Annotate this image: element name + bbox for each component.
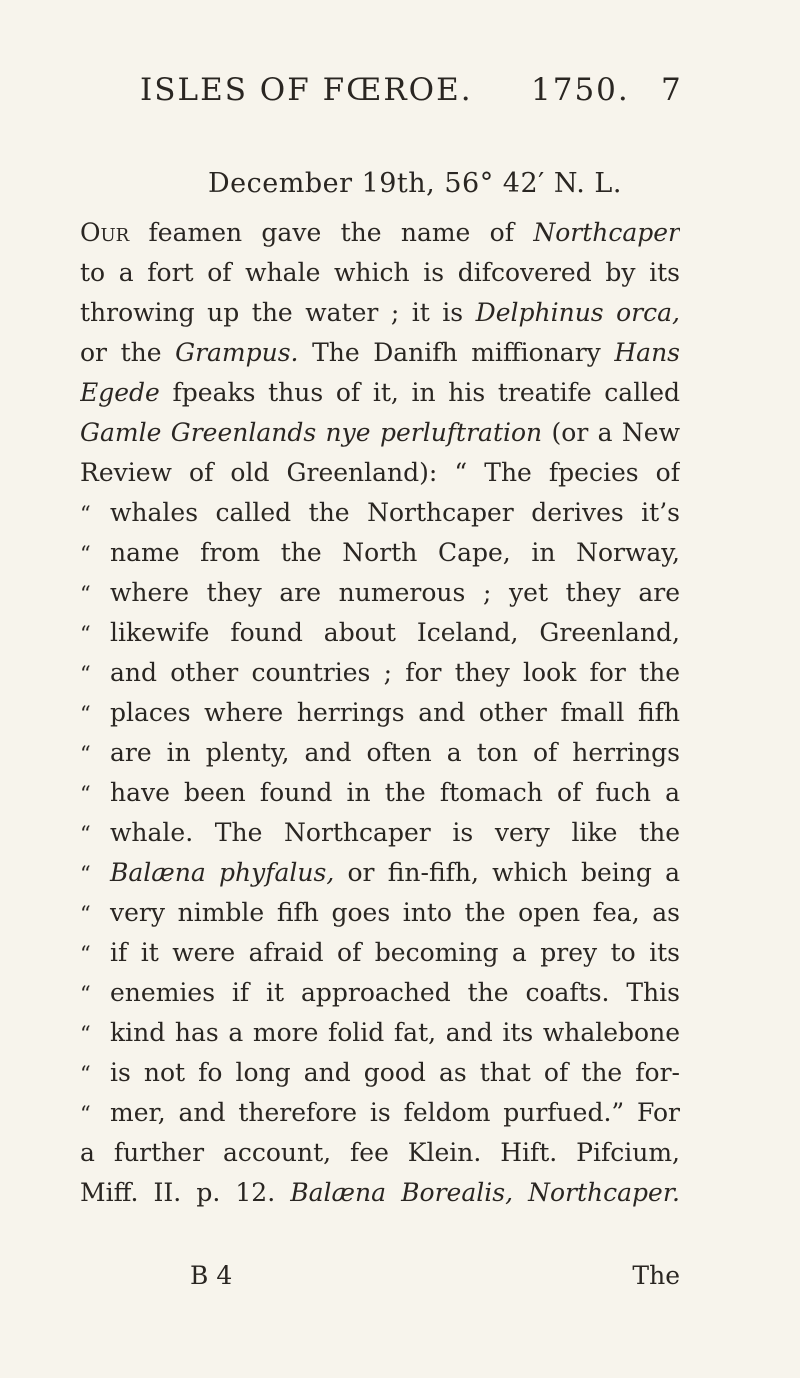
quote-mark: “ — [80, 1022, 91, 1046]
text-span: where they are numerous ; yet they are — [110, 578, 680, 607]
text-line — [80, 213, 680, 253]
body-text — [80, 213, 680, 1213]
text-span: very nimble fifh goes into the open fea, as — [110, 898, 680, 927]
text-span: is not fo long and good as that of the for- — [110, 1058, 680, 1087]
text-line — [80, 373, 680, 413]
running-header — [140, 72, 683, 112]
quote-mark: “ — [80, 542, 91, 566]
text-line — [80, 773, 680, 813]
small-caps-text: Our — [80, 218, 130, 247]
italic-text: Balæna phyfalus, — [110, 858, 335, 887]
italic-text: Grampus. — [175, 338, 299, 367]
quote-mark: “ — [80, 902, 91, 926]
text-span: mer, and therefore is feldom purfued.” For — [110, 1098, 680, 1127]
text-line — [80, 413, 680, 453]
text-line — [80, 893, 680, 933]
quote-mark: “ — [80, 942, 91, 966]
page-footer — [80, 1261, 680, 1295]
quote-mark: “ — [80, 982, 91, 1006]
text-span: to a fort of whale which is difcovered by its — [80, 258, 680, 287]
text-line — [80, 533, 680, 573]
italic-text: Northcaper — [533, 218, 680, 247]
signature-mark: B 4 — [190, 1261, 233, 1290]
text-span: fpeaks thus of it, in his treatife called — [159, 378, 680, 407]
text-span: and other countries ; for they look for the — [110, 658, 680, 687]
text-span: whale. The Northcaper is very like the — [110, 818, 680, 847]
text-line — [80, 853, 680, 893]
italic-text: Gamle Greenlands nye perluftration — [80, 418, 543, 447]
text-line — [80, 613, 680, 653]
text-line — [80, 1053, 680, 1093]
text-span: likewife found about Iceland, Greenland, — [110, 618, 680, 647]
page-number: 7 — [661, 72, 683, 108]
catchword: The — [632, 1261, 680, 1290]
text-span: or fin-fifh, which being a — [334, 858, 680, 887]
text-span: kind has a more folid fat, and its whalebone — [110, 1018, 680, 1047]
text-span: name from the North Cape, in Norway, — [110, 538, 680, 567]
text-span: if it were afraid of becoming a prey to its — [110, 938, 680, 967]
text-span: throwing up the water ; it is — [80, 298, 476, 327]
text-line — [80, 1013, 680, 1053]
text-line — [80, 653, 680, 693]
text-span: The Danifh miffionary — [298, 338, 615, 367]
text-span: are in plenty, and often a ton of herrings — [110, 738, 680, 767]
text-line — [80, 1093, 680, 1133]
quote-mark: “ — [80, 622, 91, 646]
text-span: enemies if it approached the coafts. This — [110, 978, 680, 1007]
text-line — [80, 813, 680, 853]
quote-mark: “ — [80, 742, 91, 766]
text-line — [80, 1133, 680, 1173]
header-title: ISLES OF FŒROE. — [140, 72, 473, 108]
text-line — [80, 933, 680, 973]
text-line — [80, 253, 680, 293]
text-line — [80, 733, 680, 773]
text-span: whales called the Northcaper derives it’s — [110, 498, 680, 527]
text-span: (or a New — [542, 418, 680, 447]
text-span: a further account, fee Klein. Hift. Pifcium, — [80, 1138, 680, 1167]
text-line — [80, 693, 680, 733]
header-year: 1750. — [531, 72, 630, 108]
text-line — [80, 573, 680, 613]
text-span: feamen gave the name of — [129, 218, 534, 247]
italic-text: Balæna Borealis, Northcaper. — [290, 1178, 680, 1207]
quote-mark: “ — [80, 862, 91, 886]
quote-mark: “ — [80, 502, 91, 526]
quote-mark: “ — [80, 782, 91, 806]
text-span: places where herrings and other fmall fifh — [110, 698, 680, 727]
text-span: Review of old Greenland): “ The fpecies of — [80, 458, 680, 487]
text-line — [80, 453, 680, 493]
quote-mark: “ — [80, 1062, 91, 1086]
quote-mark: “ — [80, 822, 91, 846]
text-line — [80, 493, 680, 533]
italic-text: Delphinus orca, — [475, 298, 680, 327]
text-line — [80, 1173, 680, 1213]
text-span: or the — [80, 338, 176, 367]
quote-mark: “ — [80, 702, 91, 726]
text-line — [80, 293, 680, 333]
text-line — [80, 333, 680, 373]
text-span: Miff. II. p. 12. — [80, 1178, 291, 1207]
text-span: have been found in the ftomach of fuch a — [110, 778, 680, 807]
quote-mark: “ — [80, 1102, 91, 1126]
italic-text: Egede — [80, 378, 160, 407]
quote-mark: “ — [80, 662, 91, 686]
text-line — [80, 973, 680, 1013]
quote-mark: “ — [80, 582, 91, 606]
italic-text: Hans — [614, 338, 680, 367]
date-heading: December 19th, 56° 42′ N. L. — [208, 168, 622, 199]
